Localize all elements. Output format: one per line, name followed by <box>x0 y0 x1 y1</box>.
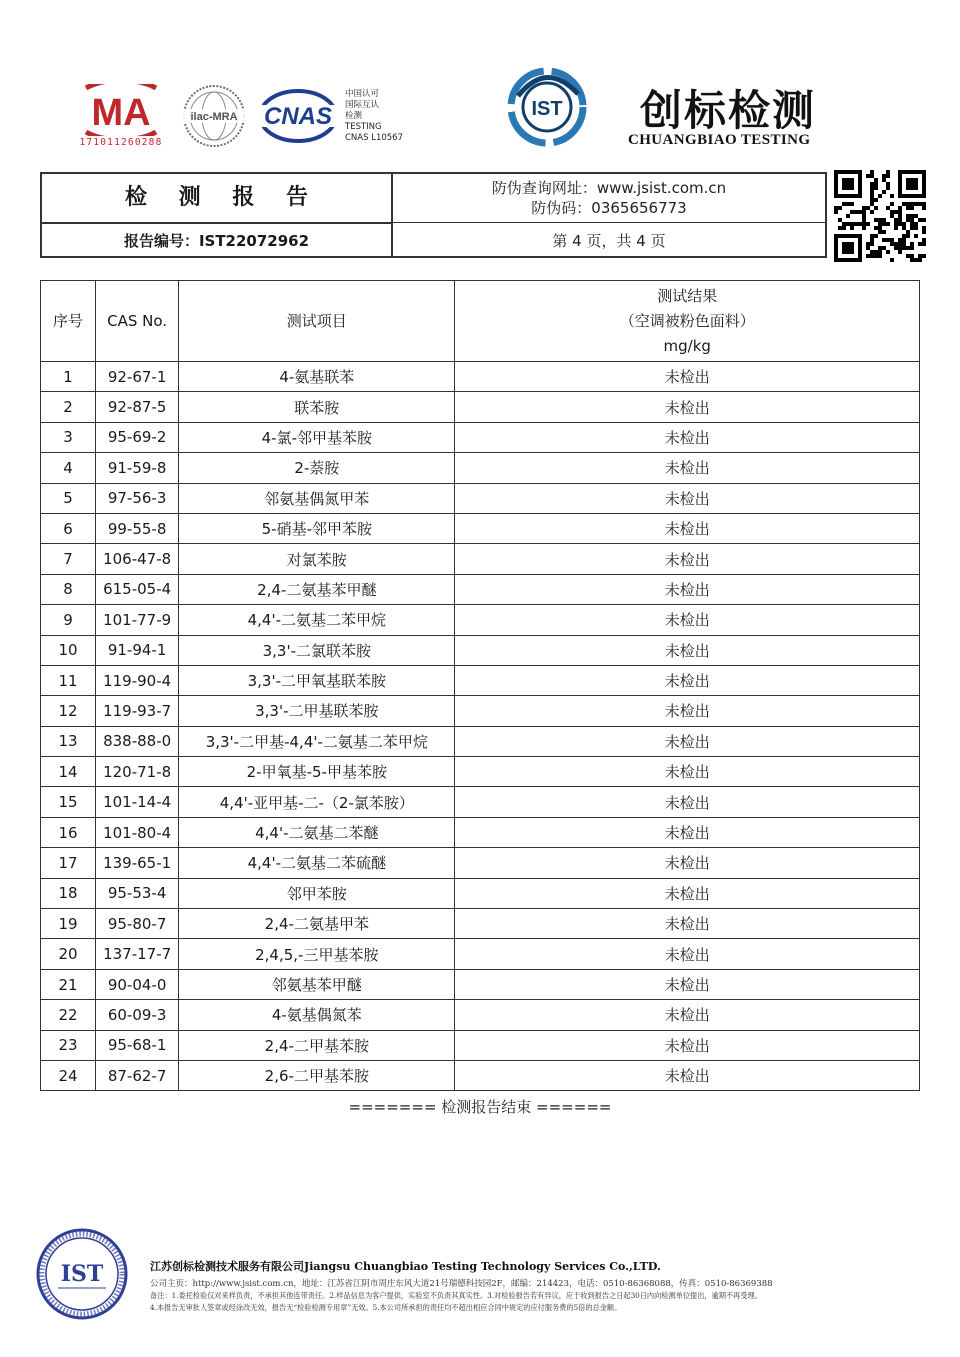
row-number: 3 <box>41 422 96 452</box>
cas-number: 91-94-1 <box>96 635 179 665</box>
table-row <box>41 726 920 756</box>
row-number: 6 <box>41 513 96 543</box>
cas-number: 60-09-3 <box>96 1000 179 1030</box>
test-item: 4,4'-亚甲基-二-（2-氯苯胺） <box>179 787 455 817</box>
test-result: 未检出 <box>455 848 920 878</box>
cas-number: 95-69-2 <box>96 422 179 452</box>
test-result: 未检出 <box>455 817 920 847</box>
ist-text: IST <box>531 98 563 120</box>
cnas-text: CNAS <box>263 103 333 130</box>
table-row <box>41 605 920 635</box>
cas-number: 90-04-0 <box>96 969 179 999</box>
test-item: 5-硝基-邻甲苯胺 <box>179 513 455 543</box>
cnas-caption-line: 中国认可 <box>345 89 380 99</box>
test-item: 4,4'-二氨基二苯甲烷 <box>179 605 455 635</box>
cma-text: MA <box>91 92 151 134</box>
test-item: 对氯苯胺 <box>179 544 455 574</box>
cas-number: 87-62-7 <box>96 1060 179 1090</box>
cas-number: 119-90-4 <box>96 665 179 695</box>
test-result: 未检出 <box>455 574 920 604</box>
test-item: 2,4,5,-三甲基苯胺 <box>179 939 455 969</box>
footer-note-2: 4.本报告无审批人签章或经涂改无效，报告无“检验检测专用章”无效。5.本公司所承担的责任均不超出相应合同中规定的应付服务费的5倍的总金额。 <box>150 1303 622 1312</box>
test-item: 4-氨基偶氮苯 <box>179 1000 455 1030</box>
test-item: 2,6-二甲基苯胺 <box>179 1060 455 1090</box>
test-result: 未检出 <box>455 939 920 969</box>
cas-number: 97-56-3 <box>96 483 179 513</box>
table-row <box>41 1030 920 1060</box>
table-row <box>41 969 920 999</box>
brand-name-en: CHUANGBIAO TESTING <box>628 132 811 148</box>
test-result: 未检出 <box>455 696 920 726</box>
cnas-caption <box>345 89 403 144</box>
header-result-title: 测试结果 <box>657 286 718 305</box>
test-item: 3,3'-二甲氧基联苯胺 <box>179 665 455 695</box>
test-item: 3,3'-二氯联苯胺 <box>179 635 455 665</box>
table-row <box>41 696 920 726</box>
table-row <box>41 909 920 939</box>
brand-name-cn: 创标检测 <box>640 86 817 135</box>
ilac-text: ilac-MRA <box>190 111 238 123</box>
cnas-caption-line: 检测 <box>345 111 363 121</box>
table-row <box>41 544 920 574</box>
header-result <box>455 281 920 362</box>
row-number: 10 <box>41 635 96 665</box>
cas-number: 95-68-1 <box>96 1030 179 1060</box>
row-number: 1 <box>41 362 96 392</box>
ist-logo <box>506 66 588 148</box>
test-result: 未检出 <box>455 544 920 574</box>
test-result: 未检出 <box>455 1060 920 1090</box>
row-number: 4 <box>41 453 96 483</box>
cas-number: 101-80-4 <box>96 817 179 847</box>
cas-number: 99-55-8 <box>96 513 179 543</box>
cas-number: 101-77-9 <box>96 605 179 635</box>
company-footer <box>150 1258 930 1313</box>
report-title: 检 测 报 告 <box>125 185 320 210</box>
header-no: 序号 <box>41 281 96 362</box>
header-result-sample: （空调被粉色面料） <box>619 311 755 330</box>
row-number: 12 <box>41 696 96 726</box>
cas-number: 95-80-7 <box>96 909 179 939</box>
row-number: 18 <box>41 878 96 908</box>
test-item: 2,4-二氨基苯甲醚 <box>179 574 455 604</box>
results-table <box>40 280 920 1091</box>
cas-number: 139-65-1 <box>96 848 179 878</box>
cas-number: 91-59-8 <box>96 453 179 483</box>
table-header-row <box>41 281 920 362</box>
cas-number: 615-05-4 <box>96 574 179 604</box>
test-result: 未检出 <box>455 362 920 392</box>
test-item: 4-氯-邻甲基苯胺 <box>179 422 455 452</box>
table-row <box>41 453 920 483</box>
row-number: 19 <box>41 909 96 939</box>
company-contact: 公司主页：http://www.jsist.com.cn，地址：江苏省江阴市周庄东风大道21号瑞德科技园2F，邮编：214423，电话：0510-86368088，传真：0510-86369388 <box>150 1279 773 1289</box>
test-result: 未检出 <box>455 787 920 817</box>
cnas-caption-line: CNAS L10567 <box>345 133 403 143</box>
verify-url: 防伪查询网址：www.jsist.com.cn <box>491 179 727 197</box>
test-item: 2-甲氧基-5-甲基苯胺 <box>179 757 455 787</box>
row-number: 16 <box>41 817 96 847</box>
cma-mark <box>72 84 170 136</box>
row-number: 8 <box>41 574 96 604</box>
row-number: 21 <box>41 969 96 999</box>
test-result: 未检出 <box>455 392 920 422</box>
cas-number: 95-53-4 <box>96 878 179 908</box>
table-row <box>41 757 920 787</box>
table-row <box>41 848 920 878</box>
test-item: 4-氨基联苯 <box>179 362 455 392</box>
cas-number: 92-87-5 <box>96 392 179 422</box>
row-number: 20 <box>41 939 96 969</box>
row-number: 15 <box>41 787 96 817</box>
table-row <box>41 513 920 543</box>
cnas-logo <box>257 88 339 144</box>
header-cas: CAS No. <box>96 281 179 362</box>
test-result: 未检出 <box>455 513 920 543</box>
cas-number: 119-93-7 <box>96 696 179 726</box>
test-result: 未检出 <box>455 422 920 452</box>
page-info: 第 4 页，共 4 页 <box>552 232 666 250</box>
test-result: 未检出 <box>455 878 920 908</box>
row-number: 22 <box>41 1000 96 1030</box>
company-name: 江苏创标检测技术服务有限公司Jiangsu Chuangbiao Testing Technology Services Co.,LTD. <box>150 1260 661 1273</box>
table-row <box>41 635 920 665</box>
row-number: 11 <box>41 665 96 695</box>
row-number: 14 <box>41 757 96 787</box>
verify-code: 防伪码：0365656773 <box>531 199 687 217</box>
header-result-unit: mg/kg <box>663 336 711 355</box>
test-result: 未检出 <box>455 969 920 999</box>
row-number: 23 <box>41 1030 96 1060</box>
verify-info <box>393 178 825 218</box>
qr-code[interactable] <box>834 170 926 262</box>
cma-number: 171011260288 <box>79 137 163 148</box>
test-result: 未检出 <box>455 665 920 695</box>
table-row <box>41 878 920 908</box>
table-row <box>41 665 920 695</box>
cma-logo <box>72 84 170 148</box>
test-item: 3,3'-二甲基-4,4'-二氨基二苯甲烷 <box>179 726 455 756</box>
test-item: 邻氨基偶氮甲苯 <box>179 483 455 513</box>
row-number: 2 <box>41 392 96 422</box>
row-number: 13 <box>41 726 96 756</box>
test-result: 未检出 <box>455 483 920 513</box>
test-result: 未检出 <box>455 453 920 483</box>
test-item: 3,3'-二甲基联苯胺 <box>179 696 455 726</box>
footer-note-1: 备注：1.委托检验仅对来样负责，不承担其他连带责任。2.样品信息为客户提供，实验室不负责其真实性。3.对检验报告若有异议，应于收到报告之日起30日内向检测单位提出，逾期不再受理。 <box>150 1291 762 1300</box>
header-item: 测试项目 <box>179 281 455 362</box>
company-seal <box>36 1228 128 1320</box>
test-result: 未检出 <box>455 605 920 635</box>
test-item: 2-萘胺 <box>179 453 455 483</box>
test-item: 2,4-二氨基甲苯 <box>179 909 455 939</box>
report-header <box>40 172 827 258</box>
ilac-mra-logo <box>182 84 246 148</box>
cas-number: 106-47-8 <box>96 544 179 574</box>
row-number: 5 <box>41 483 96 513</box>
report-end-marker: ======= 检测报告结束 ====== <box>348 1098 612 1116</box>
row-number: 17 <box>41 848 96 878</box>
test-item: 联苯胺 <box>179 392 455 422</box>
test-result: 未检出 <box>455 909 920 939</box>
cnas-caption-line: TESTING <box>345 122 382 132</box>
test-item: 邻甲苯胺 <box>179 878 455 908</box>
table-row <box>41 483 920 513</box>
table-row <box>41 392 920 422</box>
cas-number: 137-17-7 <box>96 939 179 969</box>
seal-text: IST <box>60 1261 104 1287</box>
cas-number: 101-14-4 <box>96 787 179 817</box>
table-row <box>41 1000 920 1030</box>
table-row <box>41 1060 920 1090</box>
test-result: 未检出 <box>455 1000 920 1030</box>
test-result: 未检出 <box>455 635 920 665</box>
cas-number: 120-71-8 <box>96 757 179 787</box>
table-row <box>41 574 920 604</box>
test-result: 未检出 <box>455 757 920 787</box>
test-item: 4,4'-二氨基二苯硫醚 <box>179 848 455 878</box>
cnas-caption-line: 国际互认 <box>345 100 380 110</box>
table-row <box>41 422 920 452</box>
table-row <box>41 787 920 817</box>
cas-number: 838-88-0 <box>96 726 179 756</box>
test-result: 未检出 <box>455 1030 920 1060</box>
cas-number: 92-67-1 <box>96 362 179 392</box>
row-number: 7 <box>41 544 96 574</box>
table-row <box>41 939 920 969</box>
test-item: 邻氨基苯甲醚 <box>179 969 455 999</box>
test-item: 4,4'-二氨基二苯醚 <box>179 817 455 847</box>
row-number: 9 <box>41 605 96 635</box>
test-result: 未检出 <box>455 726 920 756</box>
table-row <box>41 362 920 392</box>
report-number: 报告编号：IST22072962 <box>123 232 310 250</box>
table-row <box>41 817 920 847</box>
test-item: 2,4-二甲基苯胺 <box>179 1030 455 1060</box>
row-number: 24 <box>41 1060 96 1090</box>
